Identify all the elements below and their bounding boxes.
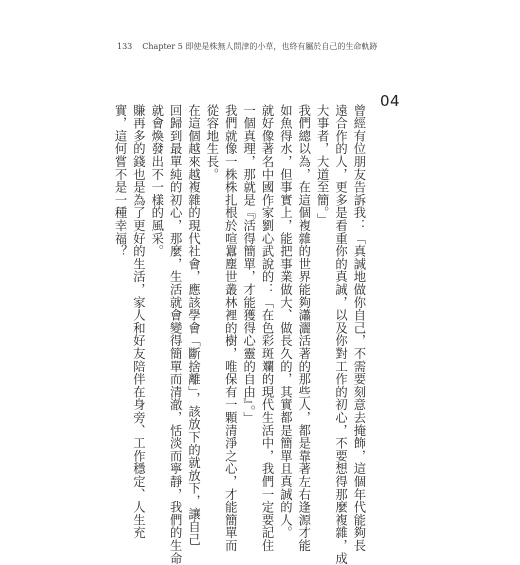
text-column: 大事者，大道至簡。」	[315, 104, 330, 226]
chapter-title: Chapter 5 即使是株無人問津的小草，也終有屬於自己的生命軌跡	[142, 42, 378, 51]
text-column: 曾經有位朋友告訴我：「真誠地做你自己，不需要刻意去掩飾，這個年代能夠長	[351, 104, 366, 552]
section-number: 04	[380, 92, 401, 110]
text-column: 實，這何嘗不是一種幸福？	[113, 104, 127, 258]
text-column: 如魚得水，但事實上，能把事業做大、做長久的，其實都是簡單且真誠的人。	[278, 104, 293, 540]
text-column: 從容地生長。	[204, 104, 219, 181]
text-column: 賺再多的錢也是為了更好的生活，家人和好友陪伴在身旁、工作穩定、人生充	[131, 104, 146, 540]
text-column: 就會煥發出不一樣的風采。	[149, 104, 164, 258]
text-column: 回歸到最單純的初心，那麼，生活就會變得簡單而清澈，恬淡而寧靜，我們的生命	[168, 104, 183, 565]
text-column: 就好像著名中國作家劉心武說的：「在色彩斑斕的現代生活中，我們一定要記住	[260, 104, 274, 552]
text-column: 一個真理，那就是『活得簡單，才能獲得心靈的自由』。」	[241, 104, 256, 425]
text-column: 在這個越來越複雜的現代社會，應該學會「斷捨離」，該放下的就放下，讓自己	[186, 104, 201, 546]
text-column: 我們就像一株株扎根於喧囂塵世叢林裡的樹，唯保有一顆清淨之心，才能簡單而	[223, 104, 238, 552]
text-column: 遠合作的人，更多是看重你的真誠，以及你對工作的初心，不要想得那麼複雜，成	[333, 104, 348, 565]
page-number: 133	[117, 42, 133, 51]
running-header	[117, 41, 377, 52]
body-text	[112, 104, 367, 565]
text-column: 我們總以為，在這個複雜的世界能夠瀟灑活著的那些人，都是靠著左右逢源才能	[296, 104, 311, 552]
